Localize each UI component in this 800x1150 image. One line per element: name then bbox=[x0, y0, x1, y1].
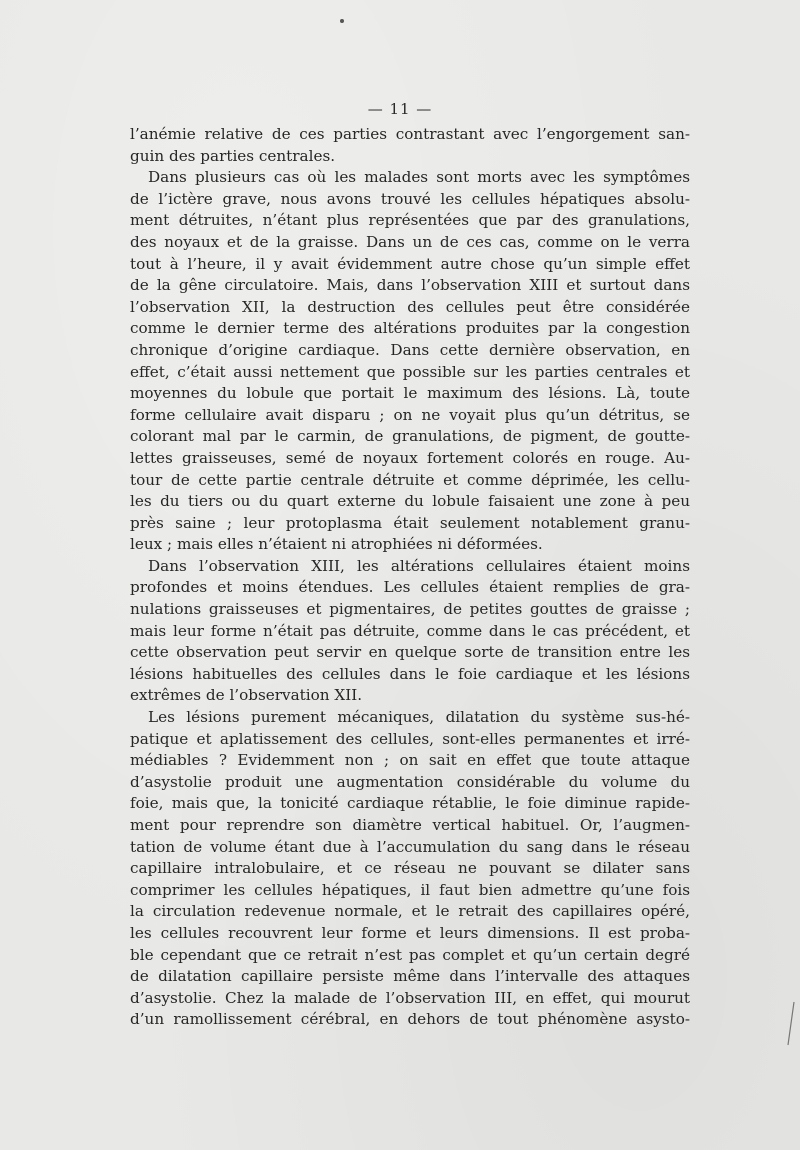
paragraph-1 bbox=[130, 124, 690, 167]
text-line: Dans l’observation XIII, les altérations cellulaires étaient moins bbox=[148, 556, 690, 575]
text-line: ble cependant que ce retrait n’est pas complet et qu’un certain degré bbox=[130, 945, 690, 964]
text-line: comme le dernier terme des altérations produites par la congestion bbox=[130, 319, 690, 338]
text-line: d’un ramollissement cérébral, en dehors de tout phénomène asysto- bbox=[130, 1010, 690, 1029]
body-text bbox=[130, 124, 690, 1031]
text-line: foie, mais que, la tonicité cardiaque rétablie, le foie diminue rapide- bbox=[130, 794, 690, 813]
page-number: — 11 — bbox=[367, 100, 433, 118]
text-line: Dans plusieurs cas où les malades sont morts avec les symptômes bbox=[148, 168, 690, 187]
text-line: tour de cette partie centrale détruite et comme déprimée, les cellu- bbox=[130, 470, 690, 489]
text-line: leux ; mais elles n’étaient ni atrophiées ni déformées. bbox=[130, 535, 543, 554]
text-line: extrêmes de l’observation XII. bbox=[130, 686, 363, 705]
text-line: médiables ? Evidemment non ; on sait en effet que toute attaque bbox=[130, 751, 690, 770]
ink-speck bbox=[340, 19, 344, 23]
text-line: colorant mal par le carmin, de granulations, de pigment, de goutte- bbox=[130, 427, 690, 446]
text-line: les du tiers ou du quart externe du lobule faisaient une zone à peu bbox=[130, 492, 690, 511]
text-line: effet, c’était aussi nettement que possible sur les parties centrales et bbox=[130, 362, 690, 381]
text-line: chronique d’origine cardiaque. Dans cette dernière observation, en bbox=[130, 340, 690, 359]
text-line: forme cellulaire avait disparu ; on ne voyait plus qu’un détritus, se bbox=[130, 405, 690, 424]
text-line: guin des parties centrales. bbox=[130, 146, 336, 165]
text-line: la circulation redevenue normale, et le retrait des capillaires opéré, bbox=[130, 902, 690, 921]
text-line: l’anémie relative de ces parties contrastant avec l’engorgement san- bbox=[130, 125, 690, 143]
margin-mark bbox=[780, 1000, 800, 1050]
text-line: lésions habituelles des cellules dans le foie cardiaque et les lésions bbox=[130, 664, 690, 683]
text-line: patique et aplatissement des cellules, sont-elles permanentes et irré- bbox=[130, 729, 690, 748]
text-line: de la gêne circulatoire. Mais, dans l’observation XIII et surtout dans bbox=[130, 276, 690, 295]
text-line: ment pour reprendre son diamètre vertical habituel. Or, l’augmen- bbox=[130, 816, 690, 834]
paragraph-4 bbox=[130, 707, 690, 1031]
text-line: l’observation XII, la destruction des cellules peut être considérée bbox=[130, 297, 690, 316]
text-line: capillaire intralobulaire, et ce réseau ne pouvant se dilater sans bbox=[130, 859, 690, 878]
paragraph-2 bbox=[130, 167, 690, 556]
text-line: nulations graisseuses et pigmentaires, de petites gouttes de graisse ; bbox=[130, 600, 690, 619]
text-line: les cellules recouvrent leur forme et leurs dimensions. Il est proba- bbox=[130, 923, 690, 942]
text-line: près saine ; leur protoplasma était seulement notablement granu- bbox=[130, 513, 690, 532]
text-line: tation de volume étant due à l’accumulation du sang dans le réseau bbox=[130, 837, 690, 856]
text-line: de dilatation capillaire persiste même dans l’intervalle des attaques bbox=[130, 967, 690, 986]
text-line: de l’ictère grave, nous avons trouvé les cellules hépatiques absolu- bbox=[130, 189, 690, 208]
text-line: d’asystolie. Chez la malade de l’observation III, en effet, qui mourut bbox=[130, 988, 690, 1007]
text-line: Les lésions purement mécaniques, dilatation du système sus-hé- bbox=[148, 708, 690, 727]
text-line: d’asystolie produit une augmentation considérable du volume du bbox=[130, 772, 690, 791]
paragraph-3 bbox=[130, 556, 690, 707]
text-line: lettes graisseuses, semé de noyaux fortement colorés en rouge. Au- bbox=[130, 448, 690, 467]
text-line: comprimer les cellules hépatiques, il faut bien admettre qu’une fois bbox=[130, 880, 690, 899]
text-line: tout à l’heure, il y avait évidemment autre chose qu’un simple effet bbox=[130, 254, 690, 273]
text-line: mais leur forme n’était pas détruite, comme dans le cas précédent, et bbox=[130, 621, 690, 640]
text-line: profondes et moins étendues. Les cellules étaient remplies de gra- bbox=[130, 578, 690, 597]
text-line: cette observation peut servir en quelque sorte de transition entre les bbox=[130, 643, 690, 662]
text-line: des noyaux et de la graisse. Dans un de ces cas, comme on le verra bbox=[130, 232, 690, 251]
text-line: moyennes du lobule que portait le maximum des lésions. Là, toute bbox=[130, 384, 690, 403]
text-line: ment détruites, n’étant plus représentées que par des granulations, bbox=[130, 211, 690, 230]
